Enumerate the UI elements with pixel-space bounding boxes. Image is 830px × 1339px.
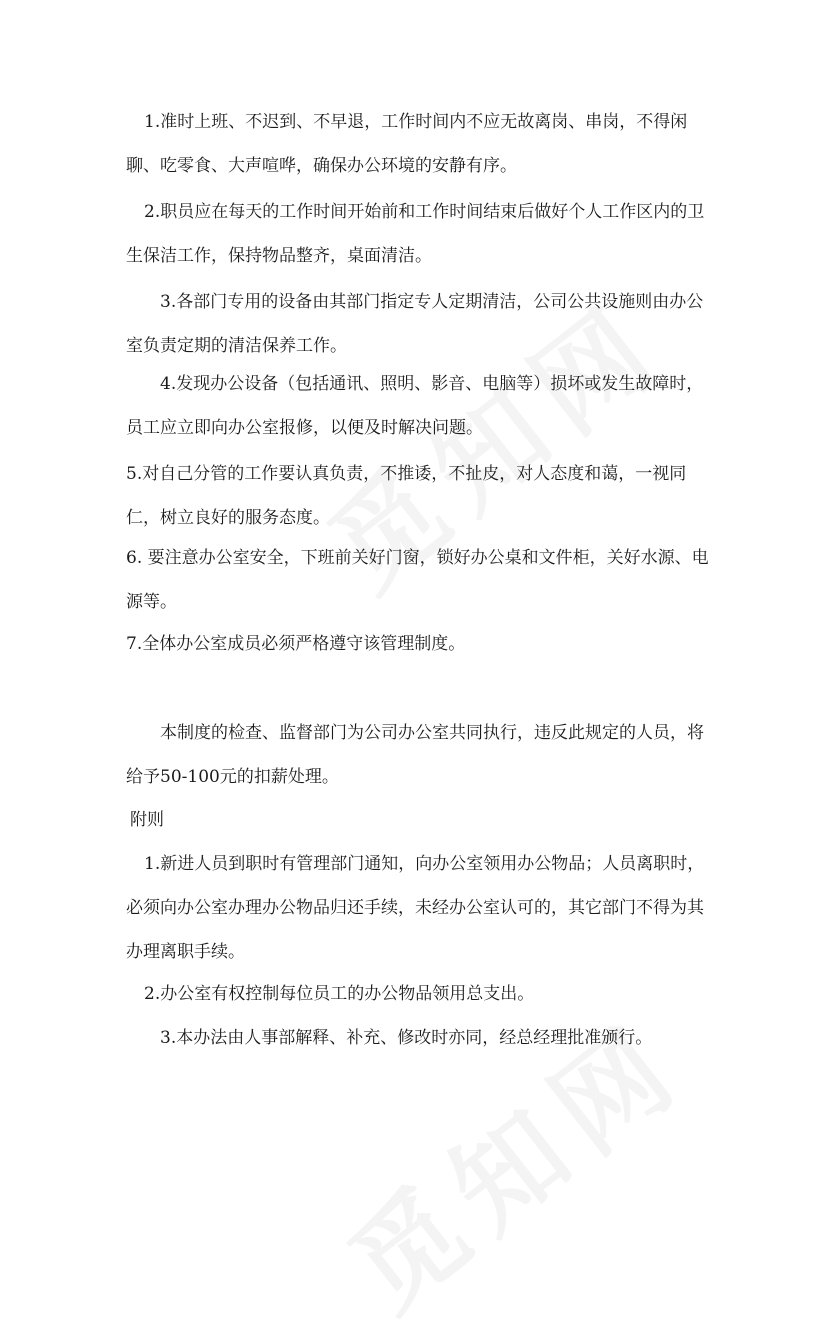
rule-paragraph: 2.职员应在每天的工作时间开始前和工作时间结束后做好个人工作区内的卫生保洁工作，保持物品整齐，桌面清洁。 bbox=[126, 202, 705, 266]
rule-paragraph: 1.准时上班、不迟到、不早退，工作时间内不应无故离岗、串岗，不得闲聊、吃零食、大声喧哗，确保办公环境的安静有序。 bbox=[126, 112, 688, 176]
appendix-item: 2.办公室有权控制每位员工的办公物品领用总支出。 bbox=[144, 984, 535, 1004]
rule-paragraph: 4.发现办公设备（包括通讯、照明、影音、电脑等）损坏或发生故障时，员工应立即向办公室报修，以便及时解决问题。 bbox=[126, 374, 704, 438]
penalty-paragraph: 本制度的检查、监督部门为公司办公室共同执行，违反此规定的人员，将给予50-100元的扣薪处理。 bbox=[126, 723, 704, 787]
appendix-item: 1.新进人员到职时有管理部门通知，向办公室领用办公物品；人员离职时，必须向办公室办理办公物品归还手续，未经办公室认可的，其它部门不得为其办理离职手续。 bbox=[126, 854, 705, 962]
rule-paragraph: 3.各部门专用的设备由其部门指定专人定期清洁，公司公共设施则由办公室负责定期的清洁保养工作。 bbox=[126, 292, 704, 356]
rule-paragraph: 7.全体办公室成员必须严格遵守该管理制度。 bbox=[126, 634, 466, 654]
appendix-item: 3.本办法由人事部解释、补充、修改时亦同，经总经理批准颁行。 bbox=[160, 1028, 653, 1048]
rule-paragraph: 6. 要注意办公室安全，下班前关好门窗，锁好办公桌和文件柜，关好水源、电源等。 bbox=[126, 548, 709, 612]
appendix-title: 附则 bbox=[130, 810, 164, 830]
rule-paragraph: 5.对自己分管的工作要认真负责，不推诿，不扯皮，对人态度和蔼，一视同仁，树立良好的服务态度。 bbox=[126, 464, 687, 528]
